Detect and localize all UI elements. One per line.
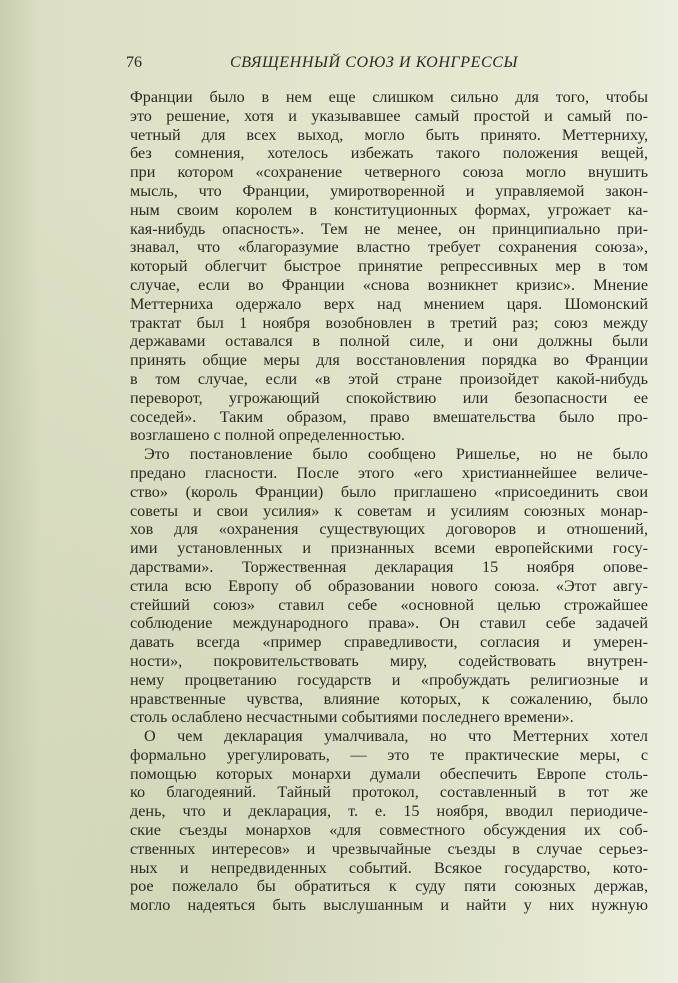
text-line: без сомнения, хотелось избежать такого положения вещей, bbox=[130, 144, 648, 163]
text-line: формально урегулировать, — это те практические меры, с bbox=[130, 745, 648, 764]
text-line: ным своим королем в конституционных формах, угрожает ка- bbox=[130, 200, 648, 219]
text-line: державами оставался в полной силе, и они должны были bbox=[130, 332, 648, 351]
text-line: Меттерниха одержало верх над мнением царя. Шомонский bbox=[130, 294, 648, 313]
text-line: мысль, что Франции, умиротворенной и управляемой закон- bbox=[130, 181, 648, 200]
text-line: Это постановление было сообщено Ришелье, но не было bbox=[144, 445, 648, 464]
text-line: при котором «сохранение четверного союза могло внушить bbox=[130, 163, 648, 182]
text-line: ские съезды монархов «для совместного обсуждения их соб- bbox=[130, 821, 648, 840]
text-line: ко благодеяний. Тайный протокол, составленный в тот же bbox=[130, 783, 648, 802]
text-line: хов для «охранения существующих договоров и отношений, bbox=[130, 520, 648, 539]
text-line: дарствами». Торжественная декларация 15 ноября опове- bbox=[130, 557, 648, 576]
text-line: ими установленных и признанных всеми европейскими госу- bbox=[130, 539, 648, 558]
text-line: день, что и декларация, т. е. 15 ноября, вводил периодиче- bbox=[130, 802, 648, 821]
text-line: который облегчит быстрое принятие репрессивных мер в том bbox=[130, 257, 648, 276]
running-title: СВЯЩЕННЫЙ СОЮЗ И КОНГРЕССЫ bbox=[230, 54, 519, 71]
page-header bbox=[126, 54, 596, 76]
text-line: Франции было в нем еще слишком сильно для того, чтобы bbox=[130, 88, 648, 106]
text-line: О чем декларация умалчивала, но что Меттерних хотел bbox=[144, 727, 648, 746]
body-text bbox=[130, 88, 648, 915]
text-line: принять общие меры для восстановления порядка во Франции bbox=[130, 351, 648, 370]
text-line: возглашено с полной определенностью. bbox=[130, 426, 405, 445]
page-number: 76 bbox=[126, 54, 142, 71]
text-line: стила всю Европу об образовании нового союза. «Этот авгу- bbox=[130, 576, 648, 595]
text-line: рое пожелало бы обратиться к суду пяти союзных держав, bbox=[130, 877, 648, 896]
text-line: это решение, хотя и указывавшее самый простой и самый по- bbox=[130, 106, 648, 125]
text-line: могло надеяться быть выслушанным и найти у них нужную bbox=[130, 896, 648, 915]
text-line: ных и непредвиденных событий. Всякое государство, кото- bbox=[130, 858, 648, 877]
text-line: столь ослаблено несчастными событиями последнего времени». bbox=[130, 708, 574, 727]
text-line: давать всегда «пример справедливости, согласия и умерен- bbox=[130, 633, 648, 652]
text-line: ство» (король Франции) было приглашено «присоединить свои bbox=[130, 482, 648, 501]
text-line: переворот, угрожающий спокойствию или безопасности ее bbox=[130, 388, 648, 407]
text-line: соседей». Таким образом, право вмешательства было про- bbox=[130, 407, 648, 426]
text-line: предано гласности. После этого «его христианнейшее величе- bbox=[130, 463, 648, 482]
text-line: четный для всех выход, могло быть принято. Меттерниху, bbox=[130, 125, 648, 144]
text-line: ственных интересов» и чрезвычайные съезды в случае серьез- bbox=[130, 839, 648, 858]
text-line: нравственные чувства, влияние которых, к сожалению, было bbox=[130, 689, 648, 708]
text-line: соблюдение международного права». Он ставил себе задачей bbox=[130, 614, 648, 633]
text-line: нему процветанию государств и «пробуждать религиозные и bbox=[130, 670, 648, 689]
text-line: кая-нибудь опасность». Тем не менее, он принципиально при- bbox=[130, 219, 648, 238]
text-line: трактат был 1 ноября возобновлен в третий раз; союз между bbox=[130, 313, 648, 332]
text-line: знавал, что «благоразумие властно требует сохранения союза», bbox=[130, 238, 648, 257]
text-line: помощью которых монархи думали обеспечить Европе столь- bbox=[130, 764, 648, 783]
text-line: советы и свои усилия» к советам и усилиям союзных монар- bbox=[130, 501, 648, 520]
text-line: в том случае, если «в этой стране произойдет какой-нибудь bbox=[130, 369, 648, 388]
text-line: стейший союз» ставил себе «основной целью строжайшее bbox=[130, 595, 648, 614]
text-line: ности», покровительствовать миру, содействовать внутрен- bbox=[130, 651, 648, 670]
text-line: случае, если во Франции «снова возникнет кризис». Мнение bbox=[130, 275, 648, 294]
